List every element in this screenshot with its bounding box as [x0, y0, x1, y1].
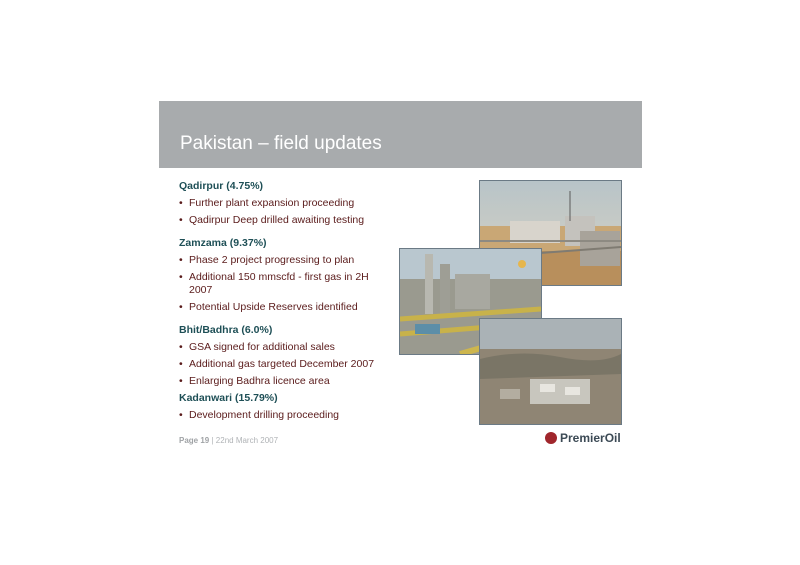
title-bar	[159, 101, 642, 168]
section-heading-kadanwari: Kadanwari (15.79%)	[179, 392, 278, 404]
bullet-item: • Potential Upside Reserves identified	[179, 301, 358, 313]
footer	[179, 436, 278, 445]
slide	[159, 101, 642, 456]
bullet-item: • Additional 150 mmscfd - first gas in 2H 2007	[179, 271, 369, 296]
page-number: Page 19	[179, 436, 210, 445]
footer-date: 22nd March 2007	[215, 436, 279, 445]
bullet-dot-icon: •	[179, 254, 183, 266]
bullet-item: • Further plant expansion proceeding	[179, 197, 355, 209]
logo-text: PremierOil	[560, 431, 621, 445]
bullet-item: • Phase 2 project progressing to plan	[179, 254, 355, 266]
bullet-dot-icon: •	[179, 271, 183, 283]
bullet-item: • Qadirpur Deep drilled awaiting testing	[179, 214, 365, 226]
bullet-dot-icon: •	[179, 197, 183, 209]
section-heading-bhit-badhra: Bhit/Badhra (6.0%)	[179, 324, 273, 336]
content-area	[179, 180, 394, 426]
bullet-dot-icon: •	[179, 214, 183, 226]
section-heading-zamzama: Zamzama (9.37%)	[179, 237, 267, 249]
slide-title: Pakistan – field updates	[180, 133, 382, 154]
bullet-item: • Development drilling proceeding	[179, 409, 340, 421]
premier-oil-logo	[545, 431, 621, 445]
logo-mark-icon	[545, 432, 557, 444]
bullet-dot-icon: •	[179, 409, 183, 421]
bullet-item: • Enlarging Badhra licence area	[179, 375, 330, 387]
bullet-item: • Additional gas targeted December 2007	[179, 358, 375, 370]
bullet-dot-icon: •	[179, 341, 183, 353]
photo-kadanwari-aerial	[479, 318, 622, 425]
bullet-dot-icon: •	[179, 301, 183, 313]
bullet-dot-icon: •	[179, 358, 183, 370]
bullet-item: • GSA signed for additional sales	[179, 341, 335, 353]
section-heading-qadirpur: Qadirpur (4.75%)	[179, 180, 264, 192]
bullet-dot-icon: •	[179, 375, 183, 387]
footer-separator: |	[211, 436, 214, 445]
